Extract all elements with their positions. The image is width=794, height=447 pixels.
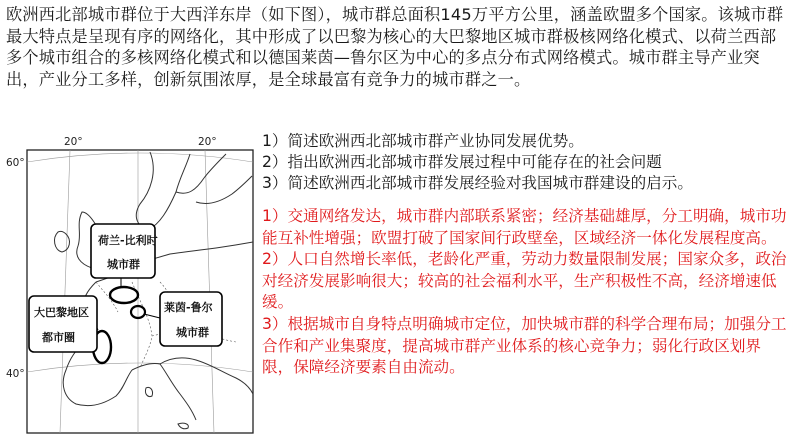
intro-paragraph: 欧洲西北部城市群位于大西洋东岸（如下图），城市群总面积145万平方公里，涵盖欧盟多个国家。该城市群最大特点是呈现有序的网络化，其中形成了以巴黎为核心的大巴黎地区城市群极核网络化模式、以荷兰西部多个城市组合的多核网络化模式和以德国莱茵—鲁尔区为中心的多点分布式网络模式。城市群主导产业突出，产业分工多样，创新氛围浓厚，是全球最富有竞争力的城市群之一。	[6, 5, 784, 89]
label-box-netherlands	[91, 224, 158, 278]
svg-text:城市群: 城市群	[176, 326, 209, 339]
answer-list	[262, 206, 792, 379]
answer-2: 2）人口自然增长率低，老龄化严重，劳动力数量限制发展；国家众多，政治对经济发展影响很大；较高的社会福利水平，生产积极性不高，经济增速低缓。	[262, 250, 787, 312]
latitude-label-top: 60°	[6, 157, 25, 169]
europe-map	[0, 132, 262, 447]
question-2: 2）指出欧洲西北部城市群发展过程中可能存在的社会问题	[262, 153, 662, 171]
latitude-label-bottom: 40°	[6, 368, 25, 380]
svg-text:莱茵-鲁尔: 莱茵-鲁尔	[164, 301, 213, 314]
question-list	[262, 131, 792, 194]
label-box-paris	[29, 296, 97, 352]
longitude-label-right: 20°	[198, 136, 217, 148]
map-frame	[27, 150, 253, 433]
svg-text:都市圈: 都市圈	[42, 331, 75, 344]
svg-text:城市群: 城市群	[107, 258, 140, 271]
answer-3: 3）根据城市自身特点明确城市定位，加快城市群的科学合理布局；加强分工合作和产业集聚度，提高城市群产业体系的核心竞争力；弱化行政区划界限，保障经济要素自由流动。	[262, 314, 787, 377]
longitude-label-left: 20°	[64, 136, 83, 148]
question-3: 3）简述欧洲西北部城市群发展经验对我国城市群建设的启示。	[262, 174, 693, 192]
answer-1: 1）交通网络发达，城市群内部联系紧密；经济基础雄厚，分工明确，城市功能互补性增强；欧盟打破了国家间行政壁垒，区域经济一体化发展程度高。	[262, 207, 787, 247]
label-box-ruhr	[160, 292, 222, 346]
question-1: 1）简述欧洲西北部城市群产业协同发展优势。	[262, 132, 584, 150]
svg-text:大巴黎地区: 大巴黎地区	[34, 306, 89, 319]
svg-text:荷兰-比利时: 荷兰-比利时	[98, 234, 158, 247]
